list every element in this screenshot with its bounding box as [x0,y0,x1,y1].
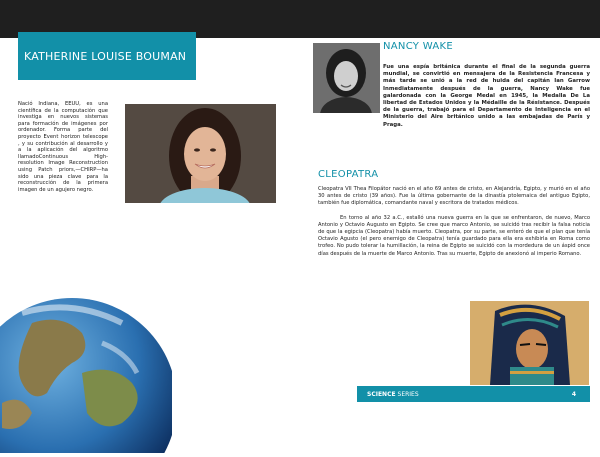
cleopatra-illustration [470,301,589,385]
katherine-title: KATHERINE LOUISE BOUMAN [24,49,187,63]
katherine-bio-text: Nació Indiana, EEUU, es una científica de la computación que investiga en nuevos sistemas para formación de imágenes por ordenador. Forma parte del proyecto Event horizon telescope , y su contribución al desarrollo y a la aplicación del algoritmo llamadoContinuous High-resolution Image Reconstruction using Patch priors,—CHIRP—ha sido una pieza clave para la reconstrucción de la primera imagen de un agujero negro. [18,101,108,193]
portrait-illustration [125,104,276,203]
series-label [367,391,419,398]
nancy-wake-photo [313,43,380,113]
cleopatra-title: CLEOPATRA [318,169,379,180]
series-label-bold: SCIENCE [367,390,396,398]
page-number: 4 [571,390,576,398]
vintage-portrait-illustration [313,43,380,113]
cleopatra-paragraph-1: Cleopatra VII Thea Filopátor nació en el año 69 antes de cristo, en Alejandría, Egipto, y murió en el año 30 antes de cristo (39 años). Fue la última gobernante de la dinastía ptolemaica del antiguo Egipto, también fue diplomática, comandante naval y escritora de tratados médicos. [318,186,590,207]
series-label-rest: SERIES [397,390,419,398]
cleopatra-paragraph-2: En torno al año 32 a.C., estalló una nueva guerra en la que se enfrentaron, de nuevo, Marco Antonio y Octavio Augusto en Egipto. Se cree que marco Antonio, se suicidó tras recibir la falsa noticia de que la egipcia (Cleopatra) había muerto. Cleopatra, por su parte, se enteró de que el plan que tenía Octavio Agusto (el pero enemigo de Cleopatra) tenía guardado para ella era exhibirla en Roma como trofeo. No pudo tolerar la humillación, la reina de Egipto se suicidó con la mordedura de un áspid once días después de la muerte de Marco Antonio. Tras su muerte, Egipto de anexionó al imperio Romano. [318,214,590,257]
katherine-portrait-photo [125,104,276,203]
cleopatra-image [470,301,589,385]
katherine-title-banner [18,32,196,80]
cleopatra-text [318,186,590,265]
nancy-wake-title: NANCY WAKE [383,41,453,52]
footer-bar [357,386,590,402]
globe-illustration [0,283,172,453]
nancy-wake-text: Fue una espía británica durante el final de la segunda guerra mundial, se convirtió en mensajera de la Resistencia Francesa y más tarde se unió a la red de huida del capitán Ian Garrow Inmediatamente después de la guerra, Nancy Wake fue galardonada con la George Medal en 1945, la Medalla De La libertad de Estados Unidos y la Médaille de la Résistance. Después de la guerra, trabajó para el Departamento de Inteligencia en el Ministerio del Aire británico unido a las embajadas de París y Praga. [383,64,590,128]
earth-globe-image [0,283,172,453]
